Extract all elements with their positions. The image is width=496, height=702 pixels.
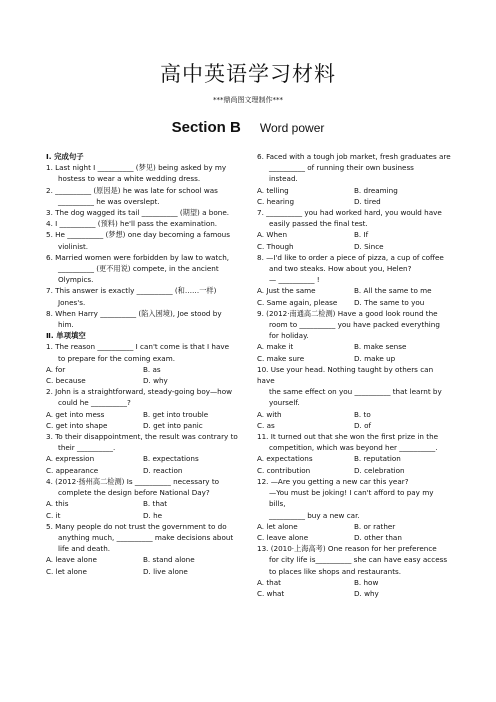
mc-question-5 bbox=[46, 521, 240, 555]
mc-question-13 bbox=[257, 543, 451, 577]
option-a: A. with bbox=[257, 409, 282, 419]
question-text: 5. He __________ (梦想) one day becoming a famous bbox=[46, 230, 230, 240]
option-c: C. because bbox=[46, 376, 86, 386]
option-a: A. get into mess bbox=[46, 409, 105, 419]
mc-question-12 bbox=[257, 476, 451, 521]
question-text: 6. Married women were forbidden by law to watch, bbox=[46, 252, 230, 262]
option-b: B. make sense bbox=[354, 342, 407, 352]
question-text: 10. Use your head. Nothing taught by others can have bbox=[257, 364, 434, 386]
question-text: 7. __________ you had worked hard, you would have bbox=[257, 208, 442, 218]
question-text: 4. (2012·扬州高二检测) Is __________ necessary to bbox=[46, 476, 220, 486]
option-c: C. it bbox=[46, 510, 61, 520]
mc-options-2 bbox=[46, 409, 240, 431]
page-subtitle: ***鼎尚图文理制作*** bbox=[213, 96, 283, 104]
option-d: D. The same to you bbox=[354, 297, 425, 307]
question-text: 5. Many people do not trust the government to do bbox=[46, 521, 227, 531]
question-text: Jones's. bbox=[58, 297, 86, 307]
question-6 bbox=[46, 252, 240, 286]
mc-options-11 bbox=[257, 453, 451, 475]
mc-options-3 bbox=[46, 453, 240, 475]
question-1 bbox=[46, 162, 240, 184]
question-text: complete the design before National Day? bbox=[58, 488, 210, 498]
mc-options-12 bbox=[257, 521, 451, 543]
option-b: B. reputation bbox=[354, 454, 401, 464]
option-a: A. Just the same bbox=[257, 286, 316, 296]
option-a: A. make it bbox=[257, 342, 294, 352]
mc-question-6 bbox=[257, 151, 451, 185]
question-text: Olympics. bbox=[58, 275, 94, 285]
question-text: — __________ ! bbox=[269, 275, 320, 285]
question-text: to places like shops and restaurants. bbox=[269, 566, 402, 576]
option-b: B. as bbox=[143, 364, 161, 374]
question-text: life and death. bbox=[58, 544, 111, 554]
section-title: Word power bbox=[259, 121, 325, 135]
option-d: D. of bbox=[354, 420, 372, 430]
question-text: __________ of running their own business bbox=[269, 163, 414, 173]
mc-question-11 bbox=[257, 431, 451, 453]
option-d: D. Since bbox=[354, 241, 384, 251]
mc-options-10 bbox=[257, 409, 451, 431]
question-text: 1. The reason __________ I can't come is that I have bbox=[46, 342, 230, 352]
mc-options-8 bbox=[257, 285, 451, 307]
option-c: C. as bbox=[257, 420, 275, 430]
mc-question-3 bbox=[46, 431, 240, 453]
left-column bbox=[46, 151, 240, 577]
mc-question-8 bbox=[257, 252, 451, 286]
question-text: and two steaks. How about you, Helen? bbox=[269, 264, 412, 274]
question-text: to prepare for the coming exam. bbox=[58, 353, 175, 363]
question-text: 7. This answer is exactly __________ (和……一样) bbox=[46, 286, 217, 296]
option-b: B. or rather bbox=[354, 521, 396, 531]
option-a: A. expression bbox=[46, 454, 95, 464]
mc-options-1 bbox=[46, 364, 240, 386]
option-c: C. Though bbox=[257, 241, 294, 251]
mc-options-7 bbox=[257, 229, 451, 251]
option-d: D. why bbox=[143, 376, 168, 386]
option-b: B. that bbox=[143, 499, 168, 509]
question-text: for city life is__________ she can have easy access bbox=[269, 555, 448, 565]
question-text: violinist. bbox=[58, 241, 89, 251]
question-text: easily passed the final test. bbox=[269, 219, 368, 229]
mc-options-6 bbox=[257, 185, 451, 207]
option-a: A. leave alone bbox=[46, 555, 97, 565]
question-text: hostess to wear a white wedding dress. bbox=[58, 174, 201, 184]
option-a: A. that bbox=[257, 577, 281, 587]
mc-question-10 bbox=[257, 364, 451, 409]
question-text: __________ he was overslept. bbox=[58, 196, 160, 206]
mc-question-2 bbox=[46, 386, 240, 408]
option-a: A. expectations bbox=[257, 454, 313, 464]
question-text: 13. (2010·上海高考) One reason for her preference bbox=[257, 544, 437, 554]
mc-options-5 bbox=[46, 554, 240, 576]
question-text: him. bbox=[58, 320, 74, 330]
question-text: instead. bbox=[269, 174, 298, 184]
option-c: C. hearing bbox=[257, 196, 295, 206]
option-c: C. contribution bbox=[257, 465, 311, 475]
option-d: D. make up bbox=[354, 353, 396, 363]
option-d: D. celebration bbox=[354, 465, 405, 475]
question-2 bbox=[46, 185, 240, 207]
option-b: B. dreaming bbox=[354, 185, 398, 195]
mc-options-13 bbox=[257, 577, 451, 599]
question-8 bbox=[46, 308, 240, 330]
option-b: B. If bbox=[354, 230, 369, 240]
question-4: 4. I __________ (预料) he'll pass the examination. bbox=[46, 219, 218, 229]
question-3: 3. The dog wagged its tail __________ (期望) a bone. bbox=[46, 208, 230, 218]
section-label: Section B bbox=[171, 119, 241, 136]
question-text: their __________. bbox=[58, 443, 116, 453]
question-text: 2. __________ (原因是) he was late for school was bbox=[46, 185, 218, 195]
mc-options-4 bbox=[46, 498, 240, 520]
option-a: A. telling bbox=[257, 185, 289, 195]
option-b: B. expectations bbox=[143, 454, 199, 464]
mc-question-9 bbox=[257, 308, 451, 342]
option-a: A. let alone bbox=[257, 521, 298, 531]
mc-question-1 bbox=[46, 341, 240, 363]
option-c: C. what bbox=[257, 588, 285, 598]
question-text: __________ (更不用说) compete, in the ancient bbox=[58, 264, 219, 274]
question-text: 8. When Harry __________ (陷入困境), Joe stood by bbox=[46, 308, 222, 318]
option-b: B. to bbox=[354, 409, 371, 419]
question-text: room to __________ you have packed everything bbox=[269, 320, 440, 330]
option-b: B. get into trouble bbox=[143, 409, 209, 419]
option-d: D. get into panic bbox=[143, 420, 203, 430]
question-text: the same effect on you __________ that learnt by bbox=[269, 387, 442, 397]
question-text: for holiday. bbox=[269, 331, 309, 341]
question-7 bbox=[46, 285, 240, 307]
option-c: C. get into shape bbox=[46, 420, 108, 430]
page-title: 高中英语学习材料 bbox=[160, 62, 336, 86]
question-text: anything much, __________ make decisions about bbox=[58, 532, 234, 542]
part2-heading: Ⅱ. 单项填空 bbox=[46, 331, 86, 341]
mc-options-9 bbox=[257, 341, 451, 363]
option-d: D. live alone bbox=[143, 566, 188, 576]
question-text: 11. It turned out that she won the first prize in the bbox=[257, 432, 439, 442]
option-c: C. appearance bbox=[46, 465, 99, 475]
option-d: D. reaction bbox=[143, 465, 183, 475]
option-b: B. stand alone bbox=[143, 555, 195, 565]
option-d: D. other than bbox=[354, 532, 402, 542]
option-d: D. why bbox=[354, 588, 379, 598]
question-text: __________ buy a new car. bbox=[269, 510, 360, 520]
option-c: C. make sure bbox=[257, 353, 305, 363]
question-text: yourself. bbox=[269, 398, 300, 408]
question-text: 8. —I'd like to order a piece of pizza, a cup of coffee bbox=[257, 252, 444, 262]
question-text: —You must be joking! I can't afford to pay my bills, bbox=[269, 488, 434, 509]
question-text: 1. Last night I __________ (梦见) being asked by my bbox=[46, 163, 227, 173]
option-d: D. he bbox=[143, 510, 163, 520]
option-c: C. leave alone bbox=[257, 532, 309, 542]
question-text: 9. (2012·南通高二检测) Have a good look round the bbox=[257, 308, 438, 318]
question-text: 3. To their disappointment, the result was contrary to bbox=[46, 432, 238, 442]
option-a: A. When bbox=[257, 230, 287, 240]
option-d: D. tired bbox=[354, 196, 381, 206]
part1-heading: Ⅰ. 完成句子 bbox=[46, 152, 84, 161]
option-a: A. this bbox=[46, 499, 69, 509]
question-text: competition, which was beyond her __________. bbox=[269, 443, 438, 453]
question-text: 2. John is a straightforward, steady-going boy—how bbox=[46, 387, 233, 397]
mc-question-4 bbox=[46, 476, 240, 498]
option-b: B. All the same to me bbox=[354, 286, 432, 296]
question-text: 6. Faced with a tough job market, fresh graduates are bbox=[257, 152, 451, 161]
mc-question-7 bbox=[257, 207, 451, 229]
right-column bbox=[257, 151, 451, 599]
section-heading bbox=[0, 117, 496, 136]
option-c: C. Same again, please bbox=[257, 297, 338, 307]
question-text: 12. —Are you getting a new car this year? bbox=[257, 476, 409, 486]
option-c: C. let alone bbox=[46, 566, 87, 576]
question-5 bbox=[46, 229, 240, 251]
option-b: B. how bbox=[354, 577, 379, 587]
question-text: could he __________? bbox=[58, 398, 131, 408]
option-a: A. for bbox=[46, 364, 66, 374]
